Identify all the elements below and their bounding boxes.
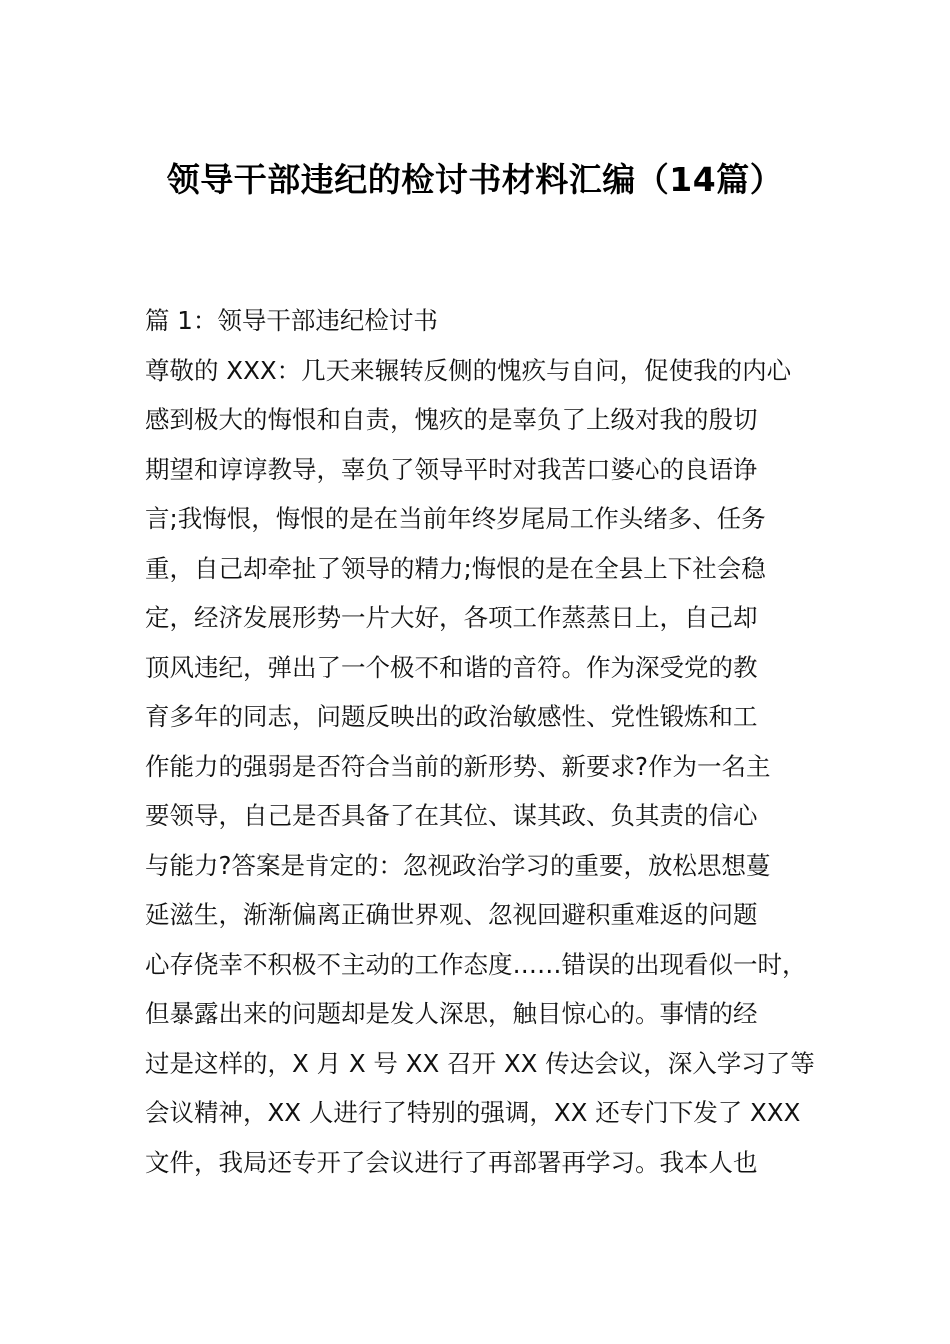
body-line: 育多年的同志，问题反映出的政治敏感性、党性锻炼和工: [145, 702, 758, 731]
body-line: 期望和谆谆教导，辜负了领导平时对我苦口婆心的良语诤: [145, 454, 758, 484]
body-line: 言;我悔恨，悔恨的是在当前年终岁尾局工作头绪多、任务: [145, 504, 766, 533]
body-line: 延滋生，渐渐偏离正确世界观、忽视回避积重难返的问题: [145, 900, 758, 929]
body-line: 作能力的强弱是否符合当前的新形势、新要求?作为一名主: [145, 751, 771, 781]
body-line: 过是这样的，X 月 X 号 XX 召开 XX 传达会议，深入学习了等: [145, 1048, 815, 1078]
body-line: 重，自己却牵扯了领导的精力;悔恨的是在全县上下社会稳: [145, 553, 766, 583]
body-line: 顶风违纪，弹出了一个极不和谐的音符。作为深受党的教: [145, 652, 758, 682]
body-line: 但暴露出来的问题却是发人深思，触目惊心的。事情的经: [145, 999, 758, 1028]
document-title: 领导干部违纪的检讨书材料汇编（14篇）: [166, 160, 784, 199]
body-line: 要领导，自己是否具备了在其位、谋其政、负其责的信心: [145, 801, 758, 830]
body-line: 文件，我局还专开了会议进行了再部署再学习。我本人也: [145, 1147, 758, 1177]
section-heading: 篇 1：领导干部违纪检讨书: [145, 306, 438, 335]
body-line: 尊敬的 XXX：几天来辗转反侧的愧疚与自问，促使我的内心: [145, 355, 792, 385]
document-body: [145, 296, 817, 1187]
body-line: 与能力?答案是肯定的：忽视政治学习的重要，放松思想蔓: [145, 850, 771, 880]
body-line: 定，经济发展形势一片大好，各项工作蒸蒸日上，自己却: [145, 603, 758, 632]
body-line: 会议精神，XX 人进行了特别的强调，XX 还专门下发了 XXX: [145, 1098, 801, 1127]
body-line: 感到极大的悔恨和自责，愧疚的是辜负了上级对我的殷切: [145, 405, 758, 434]
body-line: 心存侥幸不积极不主动的工作态度……错误的出现看似一时，: [145, 949, 807, 979]
